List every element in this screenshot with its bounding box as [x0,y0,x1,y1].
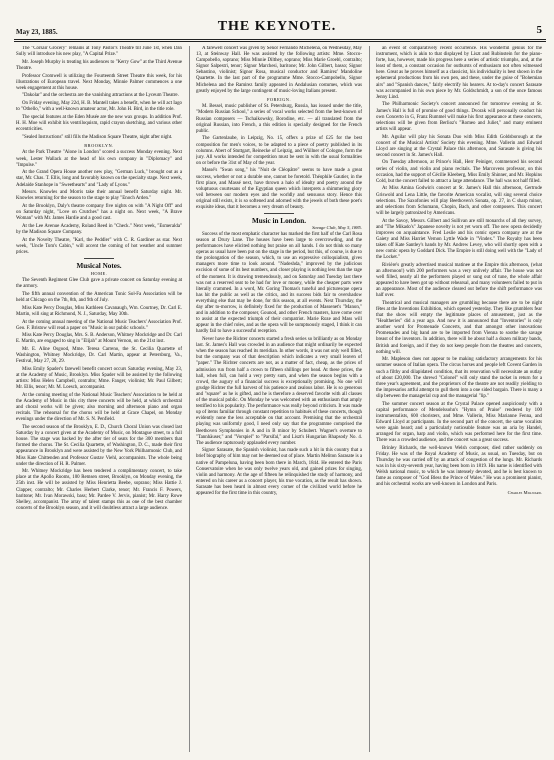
paragraph: Mr. Joseph Murphy is treating his audiences to "Kerry Gow" at the Third Avenue Theatre. [16,59,182,71]
paragraph: Brinley Richards, the well-known Welsh composer, died rather suddenly on Friday. He was of the Royal Academy of Music, as usual, on Tuesday, but on Thursday he was carried off by an attack of congestion of the lungs. Mr. Richards was in his sixty-seventh year, having been born in 1819. His name is identified with Welsh national music, to which he was intensely devoted, and he is best known to fame as composer of "God Bless the Prince of Wales." He was a prominent pianist, and his orchestral works are well-known in London and Paris. [376,445,542,488]
subheading-home: HOME. [90,270,108,276]
paragraph: Miss Kate Percy Douglas, Miss Kathleen Cavanaugh, Wm. Courtney, Dr. Carl E. Martin, will sing at Richmond, N. J., Saturday, May 30th. [16,305,182,317]
paragraph: At the Grand Opera House another new play, "German Luck," brought out as a star, Mr. Chas. T. Ellis, long and favorably known on the specialty stage. Next week, Adelaide Stanhope in "Sweethearts" and "Lady of Lyons." [16,170,182,188]
issue-date: May 23, 1885. [16,28,58,36]
column-1 [16,46,182,754]
paragraph: Mr. E. Aline Osgood, Mme. Teresa Carreno, the St. Cecilia Quartette of Washington, Whitney Mockridge, Dr. Carl Martin, appear at Petersburg, Va., Festival, May 27, 28, 29. [16,347,182,365]
page-number: 5 [536,24,542,36]
paragraph: Theatrical and musical managers are grumbling because there are to be night fêtes at the Inventions Exhibition, which opened yesterday. They like grumblers fear that the show will empty the legitimate places of amusement, just as the "Healtheries" did a year ago. And now it is announced that "Inventories" is only another word for Promenade Concerts, and that amongst other innovations Promenades and big band are to be imported from Vienna to soothe the savage breast of the inventors. In addition, there will be about half a dozen military bands, British and foreign, and if they do not keep people from the theatres and concerts, nothing will. [376,300,542,355]
paragraph: M. Bessel, music publisher of St. Petersburg, Russia, has issued under the title, "Modern Russian School," a series of vocal works selected from the best-known of Russian composers — Tschaikowsky, Borodine, etc. — all translated from the original Russian, into French, a this edition is specially designed for the French public. [196,104,362,134]
author-signature: Charles Millward. [507,490,542,496]
paragraph: Massé's "Swan song," his "Nuit de Cléopâtre" seems to have made a great success, whether or not a durable one, cannot be foretold. Théophile Gautier, in the first place, and Massé next, have thrown a halo of idealty and poetry around the voluptuous courtesans of the Egyptian queen which interprets a shimmering glory veil between our modern eyes and the worldly and sensuous story. Hence this original still exists, it is so softened and adorned with the jewels of both these poet's exquisite ideas, that it becomes a very dream of beauty. [196,168,362,211]
paragraph: The Seventh Regiment Glee Club gave a private concert on Saturday evening at the armory. [16,278,182,290]
paragraph: The summer concert season at the Crystal Palace opened auspiciously with a capital performance of Mendelssohn's "Hymn of Praise" rendered by 100 instrumentalists, 600 choristers, and Mme. Vallerin, Miss Marianne Fenna, and Edward Lloyd at participants. In the second part of the concert, the same vocalists were again heard; and a particularly noticeable feature was an aria by Handel, arranged for organ, harp and violin, which was performed here for the first time. There was a crowded audience, and the concert was a great success. [376,401,542,444]
paragraph: Miss Kate Percy Douglas, Mrs. S. B. Anderson, Whitney Mockridge and Dr. Carl E. Martin, are engaged to sing in "Elijah" at Mount Vernon, on the 21st inst. [16,333,182,345]
paragraph: Professor Cromwell is utilizing the Fourteenth Street Theatre this week, for his illustrations of European travel. Next Monday, Minnie Palmer commences a one week engagement at this house. [16,73,182,91]
paragraph: At the Park Theatre "Alone in London" scored a success Monday evening. Next week, Lester Wallack at the head of his own company in "Diplomacy" and "Impulse." [16,150,182,168]
paragraph: On Friday evening, May 22d, H. B. Mantell takes a benefit, when he will act Iago to "Othello," with a well-known amateur actor, Mr. John H. Bird, in the title role. [16,101,182,113]
masthead-title: THE KEYNOTE. [217,19,337,34]
paragraph: Mr. Aguilar will play his Sonata Duo with Miss Edith Goldsborough at the concert of the Musical Artists' Society this evening. Mme. Vallerin and Edward Lloyd are singing at the Crystal Palace this afternoon, and Sarasate is giving his second concert in St. James's Hall. [376,134,542,158]
paragraph: Signor Sarasate, the Spanish violinist, has made such a hit in this country that a brief biography of him may not be deemed out of place. Martin Meliton Sarasate is a native of Pampeluna, having been born there in March, 1844. He entered the Paris Conservatoire when he was only twelve years old, and gained prizes for singing, violin and harmony. At the age of fifteen he relinquished the study of harmony, and entered on his career as a concert player, his true vocation, as the result has shown. Sarasate has been heard in almost every corner of the civilized world before he appeared for the first time in this country, [196,448,362,497]
paragraph: At the Lee Avenue Academy, Roland Reed in "Check." Next week, "Esmeralda" by the Madison Square Company. [16,223,182,235]
paragraph: At Miss Amina Godwin's concert at St. James's Hall this afternoon, Gertrude Griswold and Lena Little, the favorite American vocalist, will sing several choice selections. The Saxofonies will play Beethoven's Sonata, op. 27, in C sharp minor, and selections from Schumann, Chopin, Bach, and other composers. This concert will be largely patronized by Americans. [376,186,542,216]
subheading-brooklyn: BROOKLYN. [84,142,114,148]
paragraph: Messrs. Knowles and Morris take their annual benefit Saturday night. Mr. Knowles returning for the season to the stage to play "Enoch Arden." [16,190,182,202]
paragraph: At the Brooklyn, Daly's theatre company five nights on with "A Night Off" and on Saturday night, "Love on Crutches" has a night on. Next week, "A Brave Woman" with Mr. James Hardie and a good cast. [16,204,182,222]
column-divider [189,46,190,752]
paragraph: The fifth annual convention of the American Tonic Sol-Fa Association will be held at Chicago on the 7th, 8th, and 9th of July. [16,292,182,304]
subheading-foreign: FOREIGN. [266,96,292,102]
dateline: Savage Club, May 5, 1885. [312,224,362,230]
paragraph: The Philharmonic Society's concert announced for tomorrow evening at St. James's Hall is full of promise of good things. Dvorak will personally conduct his own Concerto in G, Franz Rummel will make his first appearance at these concerts, selections will be given from Berlioz's "Romeo and Juliet," and many eminent artists will appear. [376,102,542,132]
paragraph: The second season of the Brooklyn, E. D., Church Choral Union was closed last Saturday by a concert given at the Academy of Music, on Montague street, to a full house. The stage was backed by the after tier of seats for the 300 members that formed the chorus. The St. Cecilia Quartette, of Washington, D. C., made their first appearance in Brooklyn and were assisted by the New York Philharmonic Club, and Miss Kate Chittenden and Professor Gustav Viehl, accompanists. The whole being under the direction of H. R. Palmer. [16,425,182,467]
paragraph: Rivière's greatly advertised musical matinee at the Empire this afternoon, (what an afternoon!) with 200 performers was a very unlively affair. The house was not well filled, nearly all the performers played or sung out of tune, the whole affair appeared to have been got up without rehearsal, and many volunteers failed to put in an appearance. Most of the audience cleared out before the shift performance was half over. [376,262,542,299]
column-3 [376,46,542,754]
paragraph: The "Corsair Grocery" remains at Tony Pastor's Theatre till June 1st, when Dan Sully will introduce his new play, "A Capital Prize." [16,46,182,58]
paragraph: On Tuesday afternoon, at Prince's Hall, Herr Peiniger, commenced his second series of violin, and violin and piano recitals. The Marcovens professor, on this occasion, had the support of Cécilie Kleeberg, Miss Emily Shinner, and Mr. Hopkins Cold, but the concert failed to attract a large attendance. The hall was not half filled. [376,160,542,184]
section-divider [84,258,114,259]
header-rule [14,39,546,40]
theatre-notes [16,46,182,141]
paragraph: Mr. Whitney Mockridge has been tendered a complimentary concert, to take place at the Apollo Rooms, 100 Remsen street, Brooklyn, on Monday evening, the 25th inst. He will be assisted by Miss Henrietta Beebe, soprano; Miss Hattie J. Clapper, contralto; Mr. Charles Herbert Clarke, tenor; Mr. Francis F. Powers, baritone; Mr. Ivan Morawski, bass; Mr. Pardee V. Jervis, pianist; Mr. Harry Rowe Shelley, accompanist. The array of talent stamps this as one of the best chamber concerts of the Brooklyn season, and it will doubtless attract a large audience. [16,469,182,511]
musical-notes-home [16,278,182,512]
paragraph: The Gartenlaube, in Leipzig, No. 15, offers a prize of £25 for the best composition for men's voices, to be adapted to a piece of poetry published in its columns. Abert of Stuttgart, Reinecke of Leipzig, and Wüllner of Cologne, form the jury. All works intended for competition must be sent in with the usual formalities on or before the 31st of May of the year. [196,136,362,166]
paragraph: Never have the Richter concerts started a fresh series so brilliantly as on Monday last. St. James's Hall was crowded in an audience that might ordinarily be expected when the season has reached its meridian. In other words, it was not only well filled, but the company was of that description which indicates a very small leaven of "paper." The Richter concerts are not, as a matter of fact, cheap, as the prices of admission run from half a crown to fifteen shillings per head. At these prices, the hall, when full, can hold a very pretty sum, and when the season begins with a crowd, the augury of a financial success is exceptionally promising. No one will grudge Richter the full harvest of his patience and zealous labor. He is so generous and "square" as he is gifted, and he is therefore a deserved favorite with all classes of the musical public. On Monday he was welcomed with an enthusiasm that amply testified to his popularity. The performance was really beyond criticism. It was made up of items familiar through constant repetition to habitués of these concerts, though evidently none the less acceptable on that account. Premising that the orchestral playing was uniformly good, I need only say that the programme comprised the Beethoven Symphonies in A and in B minor by Schubert. Wagner's overture to "Tannhäuser," and "Vorspiel" to "Parsifal," and Liszt's Hungarian Rhapsody No. 4. The audience rapturously applauded every number. [196,337,362,446]
brooklyn-notes [16,150,182,255]
section-title-music-in-london: Music in London. [251,216,307,225]
section-title-musical-notes: Musical Notes. [76,261,122,270]
column-divider [369,46,370,752]
header-rule-double [14,41,546,42]
paragraph: Mr. Mapleson does not appear to be making satisfactory arrangements for his summer season of Italian opera. The circus horses and people left Covent Garden in such a filthy and dilapidated condition, that its renovation will necessitate an outlay of about £20,000. The shrewd "Colonel" will only stand the racket in return for a three year's agreement, and the proprietors of the theatre are not readily yielding to the impresarios artful attempt to gull them into a one sided bargain. There is many a slip between the managerial cup and the managerial "lip." [376,357,542,399]
paragraph: The special features at the Eden Musée are the new wax groups. In addition Prof. H. H. Moe will exhibit his ventriloquism, rapid crayon sketching, and various other eccentricities. [16,114,182,133]
paragraph: an event of comparatively recent occurrence. His wonderful genius for the instrument, which is akin to that displayed by Liszt and Rubinstein for the piano-forte, has, however, made his progress here a series of artistic triumphs, and, at the least of them, a constant occasion for outbursts of enthusiasm not often witnessed here. Great as he proves himself as a classicist, his individuality is best shown in the ephemeral productions from his own pen, and these, under the guise of "Bohemian airs" and "Spanish dances," fairly electrify his hearers. At to-day's concert Sarasate was accompanied in his own piece by Mr. Goldschmidt, a son of the once famous Jenny Lind. [376,46,542,100]
paragraph: Success of the most emphatic character has marked the first half of the Carl Rosa season at Drury Lane. The houses have been large to overcrowding, and the performances have elicited nothing but praise on all hands. I do not think so many operas as usual have been put on the stage in the period, but this, of course, is due to the prolongation of the season, which, to use an expressive colloquialism, gives managers more time to look around. "Nadeshda," improved by the judicious excision of some of its best numbers, and closer playing is nothing less than the rage of the moment. It is drawing tremendously, and on Saturday and Tuesday last there was not a reserved seat to be had for love or money, while the cheaper parts were literally crammed. In a word, Mr. Goring Thomas's tuneful and picturesque opera has hit the public as well as the critics, and its success bids fair to overshadow everything else that may be done, for this season, at all events. Next Thursday, the day after to-morrow, is definitely fixed for the production of Massenet's "Manon," and in addition to the composer, Gounod, and other French masters, have come over to assist at the expected triumph of their compatriot. Marie Roze and Mass will appear in the chief roles, and as the opera will be sumptuously staged, I think it can hardly fail to have a successful reception. [196,231,362,335]
paragraph: At the Savoy, Messrs. Gilbert and Sullivan are still monarchs of all they survey, and "The Mikado's" Japanese novelty is not yet worn off. The new opera decidedly improves on acquaintance. Fred Leslie and his comic opera company are at the Gaiety and Miss Harriet Vernon Lyttle Wade in "Vindex." The Royalty has been taken off Kate Santley's hands by Mr. Andrew Levey, who will shortly open with a new comic opera by Goddard Dick. The Empire is still doing well with the "Lady of the Locket." [376,218,542,261]
paragraph: Miss Emily Spader's farewell benefit concert occurs Saturday evening, May 23, at the Academy of Music, Brooklyn. Miss Spader will be assisted by the following artists: Miss Helen Campbell, contralto; Mme. Fanger, violinist; Mr. Paul Gilbert; Mr. Ellis, tenor; Mr. M. Loesch, accompanist. [16,367,182,391]
paragraph: At the Novelty Theatre, "Karl, the Peddler" with C. R. Gardiner as star. Next week, "Uncle Tom's Cabin," will accent the coming of hot weather and summer prices. [16,237,182,255]
paragraph: A farewell concert was given by Senor Fernando Michelena, on Wednesday, May 13, at Steinway Hall. He was assisted by the following artists: Mme. Stocco-Campobello, soprano; Miss Minnie Dilthey, soprano; Miss Marie Groebl, contralto; Signor Salpestri, tenor; Signor Marchesi, baritone; Mr. John Gilbert, basso; Signor Sebastino, violinist; Signor Rosa, musical conductor and Ramirez' Mandoline Quartette. In the last part of the programme Mme. Stocco-Campobello, Signor Michelena and the Ramirez family appeared in Andalusian costumes, which was greatly enjoyed by the large contingent of music-loving Italians present. [196,46,362,94]
paragraph: At the coming annual meeting of the National Music Teachers' Association Prof. Geo. F. Bristow will read a paper on "Music in our public schools." [16,319,182,331]
section-divider [264,213,294,214]
column-2 [196,46,362,754]
paragraph: "Sealed Instructions" still fills the Madison Square Theatre, night after night. [22,134,173,140]
paragraph: "Dakolar" and the orchestra are the vanishing attractions at the Lyceum Theatre. [22,93,179,99]
paragraph: At the coming meeting of the National Music Teachers' Association to be held at the Academy of Music in this city three concerts will be held, at which orchestral and choral works will be given; also morning and afternoon piano and organ recitals. The rehearsal for the chorus will be held at Grace Chapel, on Monday evenings under the direction of Mr. S. N. Penfield. [16,392,182,423]
